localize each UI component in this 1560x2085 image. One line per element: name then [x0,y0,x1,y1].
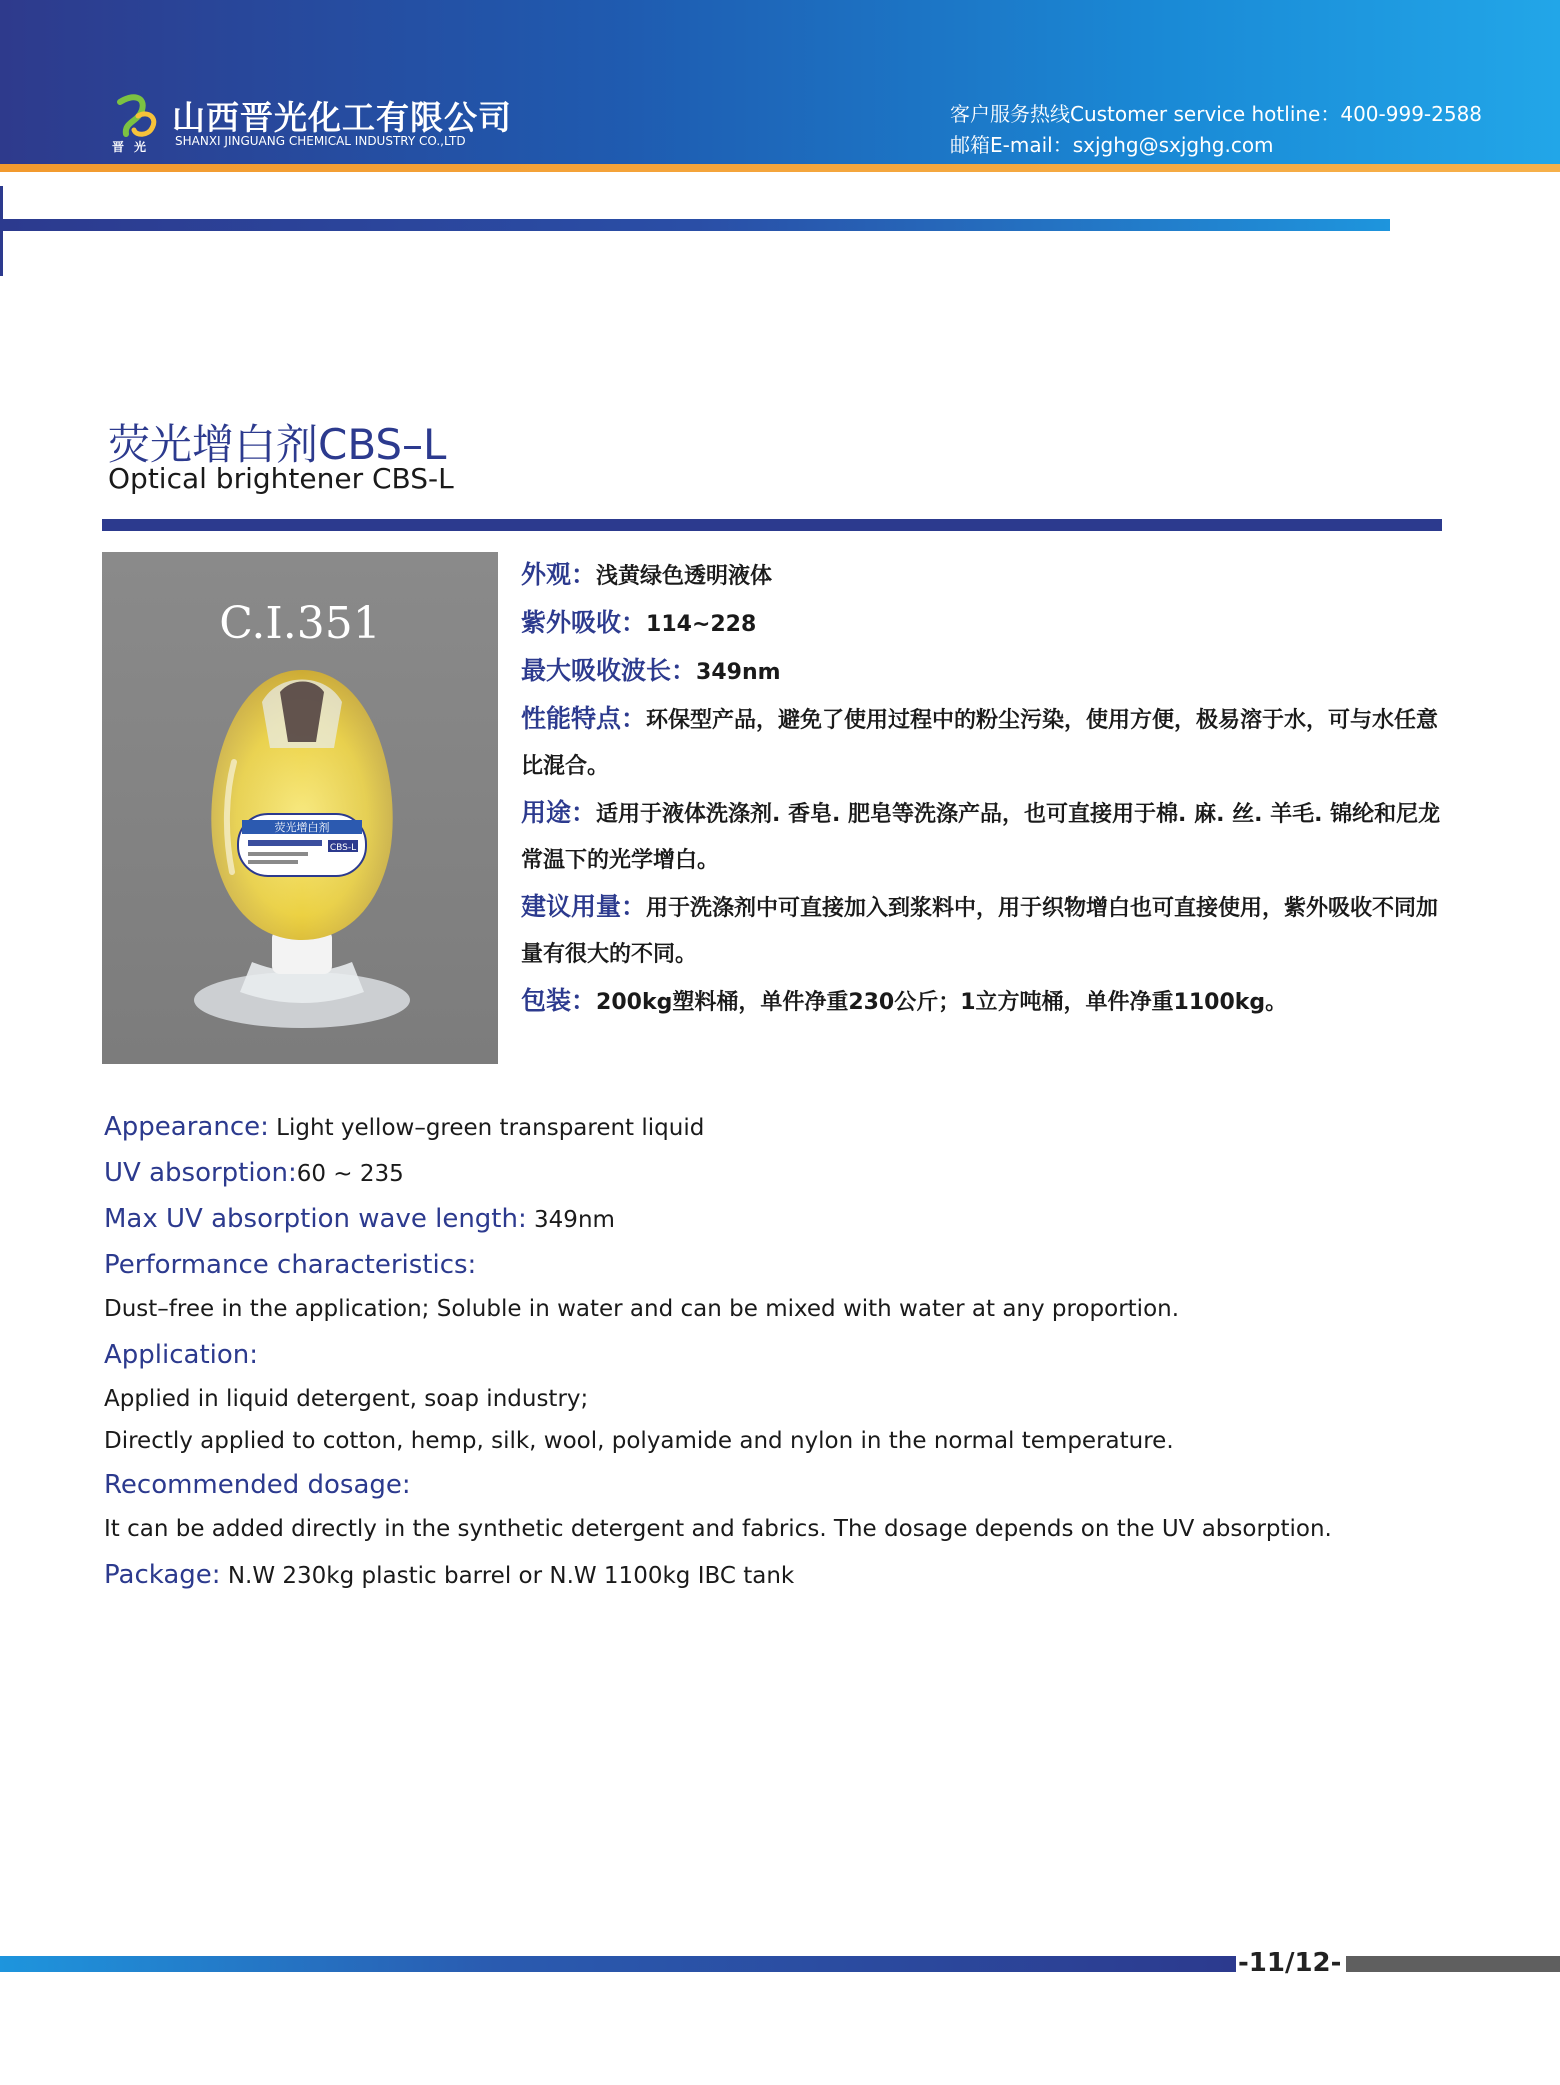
sample-bottle-icon [102,552,498,1064]
page-number: -11/12- [1238,1948,1342,1978]
product-title-en: Optical brightener CBS-L [108,462,454,495]
cn-spec-application: 用途：适用于液体洗涤剂. 香皂. 肥皂等洗涤产品，也可直接用于棉. 麻. 丝. 羊毛. 锦纶和尼龙常温下的光学增白。 [521,798,1441,873]
cn-spec-appearance: 外观：浅黄绿色透明液体 [521,560,773,589]
cn-spec-max-wavelength: 最大吸收波长：349nm [521,656,781,685]
cn-spec-dosage: 建议用量：用于洗涤剂中可直接加入到浆料中，用于织物增白也可直接使用，紫外吸收不同加量有很大的不同。 [521,892,1439,967]
title-divider [102,519,1442,531]
en-spec-appearance: Appearance: Light yellow–green transparent liquid [104,1112,705,1142]
company-logo-icon [112,92,162,142]
en-spec-application-text-1: Applied in liquid detergent, soap industry; [104,1386,589,1412]
cn-spec-package: 包装：200kg塑料桶，单件净重230公斤；1立方吨桶，单件净重1100kg。 [521,986,1288,1015]
en-spec-uv: UV absorption:60 ~ 235 [104,1158,404,1188]
svg-text:CBS-L: CBS-L [329,843,357,853]
en-spec-max-wavelength: Max UV absorption wave length: 349nm [104,1204,615,1234]
en-spec-dosage-heading: Recommended dosage: [104,1470,411,1500]
footer-gray-bar [1346,1956,1560,1972]
product-title-cn: 荧光增白剂CBS–L [108,420,447,469]
contact-email: 邮箱E-mail：sxjghg@sxjghg.com [950,133,1274,157]
en-spec-application-heading: Application: [104,1340,259,1370]
company-name-cn: 山西晋光化工有限公司 [172,98,512,137]
left-edge-line [0,186,3,276]
en-spec-performance-heading: Performance characteristics: [104,1250,477,1280]
header-orange-stripe [0,164,1560,172]
cn-spec-list [521,552,1451,1026]
footer-blue-bar [0,1956,1236,1972]
svg-text:荧光增白剂: 荧光增白剂 [274,821,330,834]
en-spec-package: Package: N.W 230kg plastic barrel or N.W 1100kg IBC tank [104,1560,795,1590]
product-photo [102,552,498,1064]
cn-spec-uv: 紫外吸收：114~228 [521,608,757,637]
en-spec-performance-text: Dust–free in the application; Soluble in water and can be mixed with water at any proportion. [104,1296,1180,1322]
service-hotline: 客户服务热线Customer service hotline：400-999-2588 [950,102,1483,126]
cn-spec-performance: 性能特点：环保型产品，避免了使用过程中的粉尘污染，使用方便，极易溶于水，可与水任意比混合。 [521,704,1439,779]
header-blue-stripe [0,219,1390,231]
logo-subtext: 晋光 [112,140,157,154]
ci-number-label: C.I.351 [219,598,381,649]
header-gap [0,172,1560,186]
en-spec-dosage-text: It can be added directly in the synthetic detergent and fabrics. The dosage depends on the UV absorption. [104,1516,1332,1542]
en-spec-application-text-2: Directly applied to cotton, hemp, silk, wool, polyamide and nylon in the normal temperature. [104,1428,1174,1454]
company-name-en: SHANXI JINGUANG CHEMICAL INDUSTRY CO.,LTD [175,134,466,148]
